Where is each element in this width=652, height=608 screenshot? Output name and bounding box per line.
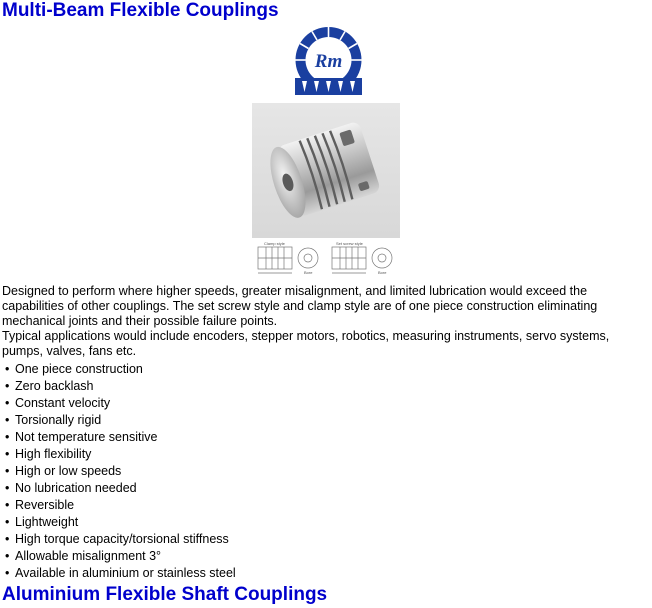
feature-item: • Torsionally rigid [5, 413, 102, 427]
bullet-icon: • [5, 379, 10, 393]
feature-item: • Reversible [5, 498, 75, 512]
feature-item: • Constant velocity [5, 396, 111, 410]
bullet-icon: • [5, 413, 10, 427]
coupling-photo [252, 103, 400, 238]
bullet-icon: • [5, 498, 10, 512]
page-title: Multi-Beam Flexible Couplings [2, 0, 279, 21]
logo-lettering: Rm [314, 51, 343, 72]
feature-item: • Not temperature sensitive [5, 430, 158, 444]
feature-item: • Zero backlash [5, 379, 94, 393]
clamp-style-label: Clamp style [264, 241, 285, 246]
bullet-icon: • [5, 447, 10, 461]
bullet-icon: • [5, 464, 10, 478]
set-screw-style-label: Set screw style [336, 241, 363, 246]
bullet-icon: • [5, 549, 10, 563]
feature-item: • High torque capacity/torsional stiffness [5, 532, 229, 546]
feature-item: • One piece construction [5, 362, 143, 376]
bullet-icon: • [5, 515, 10, 529]
feature-item: • No lubrication needed [5, 481, 137, 495]
bullet-icon: • [5, 430, 10, 444]
feature-item: • Allowable misalignment 3° [5, 549, 162, 563]
bullet-icon: • [5, 481, 10, 495]
technical-drawing [252, 240, 400, 278]
product-description [2, 284, 650, 359]
feature-item: • Lightweight [5, 515, 79, 529]
company-logo [290, 24, 367, 99]
feature-item: • High or low speeds [5, 464, 122, 478]
bullet-icon: • [5, 532, 10, 546]
feature-list [5, 361, 236, 582]
next-section-title: Aluminium Flexible Shaft Couplings [2, 584, 328, 605]
bullet-icon: • [5, 566, 10, 580]
bore-label-right: Bore [378, 270, 387, 275]
bullet-icon: • [5, 362, 10, 376]
bullet-icon: • [5, 396, 10, 410]
description-paragraph: Typical applications would include encoders, stepper motors, robotics, measuring instruments, servo systems, pumps, valves, fans etc. [2, 329, 610, 358]
feature-item: • Available in aluminium or stainless steel [5, 566, 236, 580]
bore-label-left: Bore [304, 270, 313, 275]
description-paragraph: Designed to perform where higher speeds, greater misalignment, and limited lubrication would exceed the capabilities of other couplings. The set screw style and clamp style are of one piece construction eliminating mechanical joints and their possible failure points. [2, 284, 598, 328]
feature-item: • High flexibility [5, 447, 92, 461]
